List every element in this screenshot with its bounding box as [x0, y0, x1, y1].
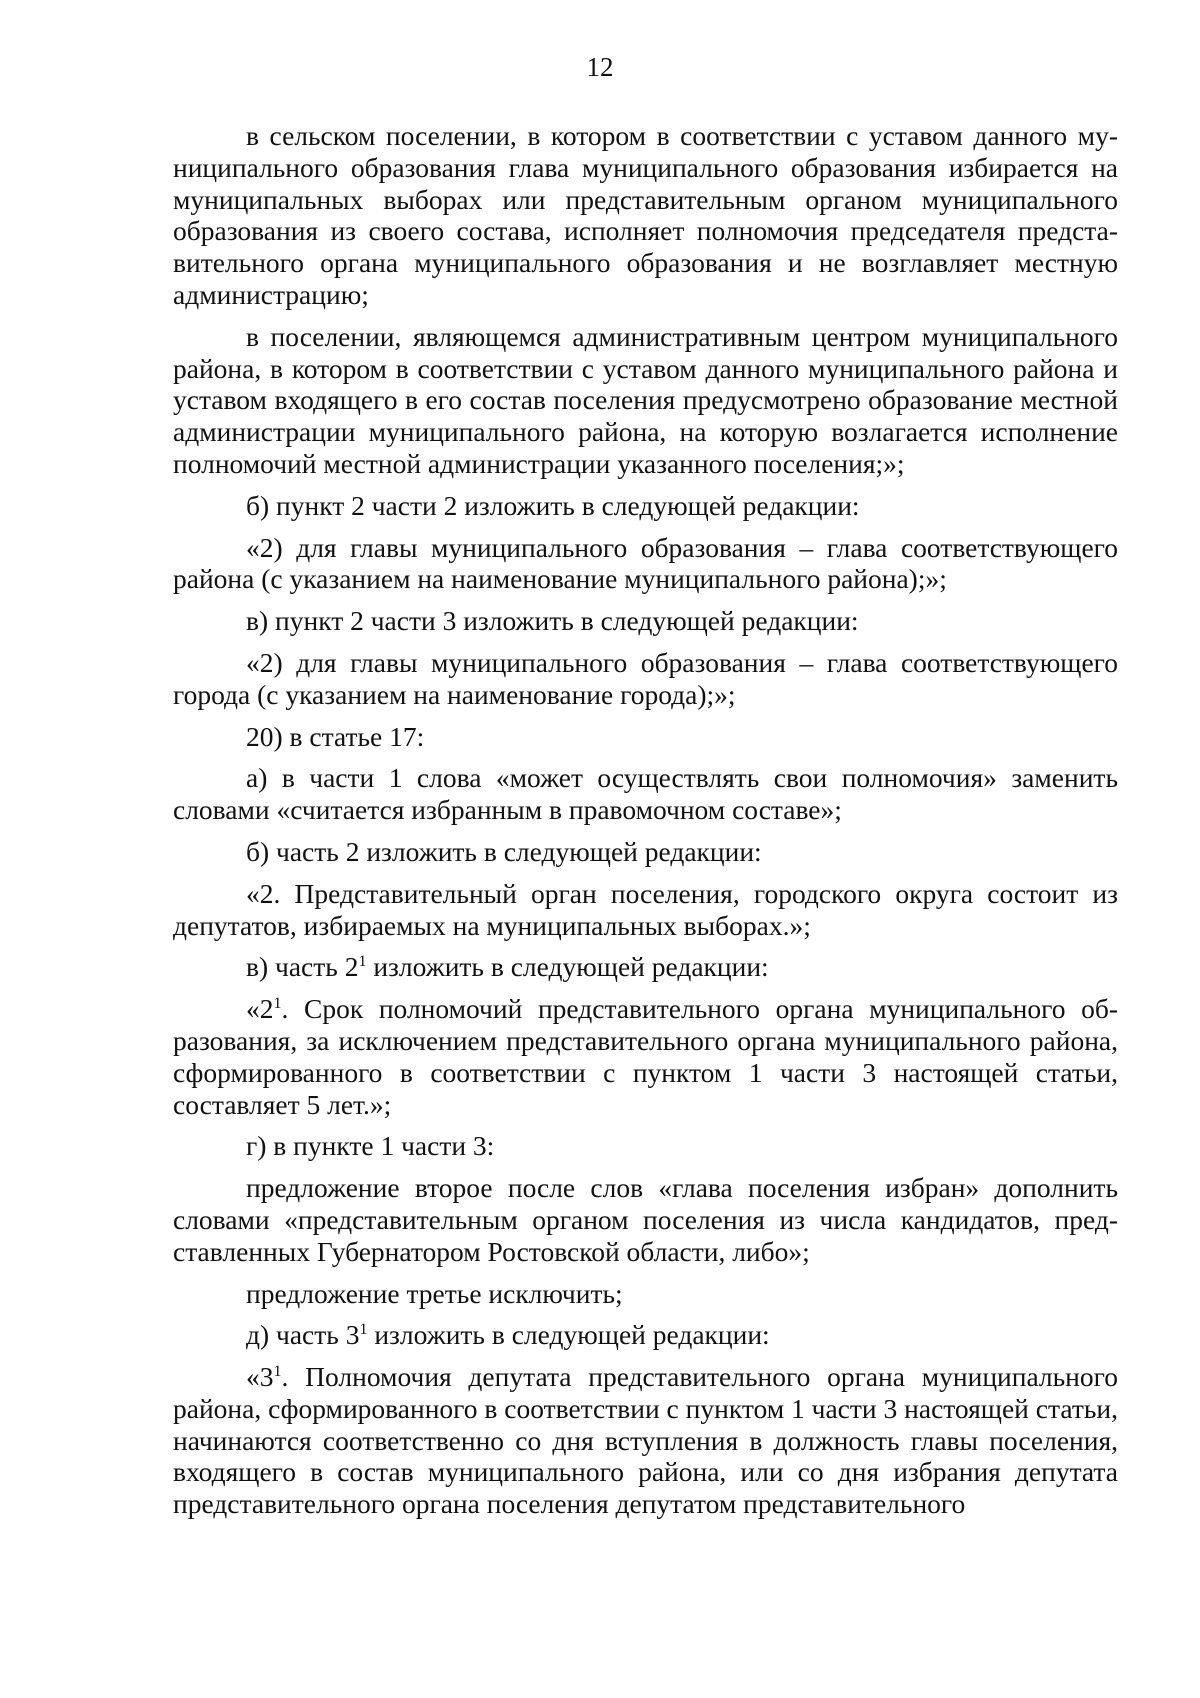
paragraph: предложение второе после слов «глава поселения избран» дополнить словами «представительным органом поселения из числа кандидатов, представленных Губернатором Ростовской области, либо»; [173, 1172, 1118, 1267]
paragraph [173, 951, 1118, 983]
superscript: 1 [273, 994, 282, 1012]
paragraph-text-before: «2 [246, 993, 274, 1025]
paragraph: в) пункт 2 части 3 изложить в следующей редакции: [246, 605, 859, 637]
paragraph [173, 1319, 1118, 1351]
paragraph: в сельском поселении, в котором в соответствии с уставом данного муниципального образования глава муниципального образования избирается на муниципальных выборах или представительным органом муниципального образования из своего состава, исполняет полномочия председателя представительного органа муниципального образования и не возглавляет местную администрацию; [173, 120, 1118, 310]
paragraph: б) часть 2 изложить в следующей редакции: [246, 835, 762, 867]
paragraph: 20) в статье 17: [246, 720, 425, 752]
paragraph: г) в пункте 1 части 3: [246, 1130, 495, 1162]
paragraph: а) в части 1 слова «может осуществлять свои полномочия» заменить словами «считается избранным в правомочном составе»; [173, 762, 1118, 826]
paragraph-text-after: . Срок полномочий представительного органа муниципального образования, за исключением представительного органа муниципального района, сформированного в соответствии с пунктом 1 части 3 настоящей статьи, составляет 5 лет.»; [173, 993, 1118, 1120]
paragraph: «2) для главы муниципального образования – глава соответствующего города (с указанием на наименование города);»; [173, 646, 1118, 710]
paragraph: б) пункт 2 части 2 изложить в следующей редакции: [246, 489, 860, 521]
paragraph: «2) для главы муниципального образования – глава соответствующего района (с указанием на наименование муниципального района);»; [173, 531, 1118, 595]
superscript: 1 [273, 1362, 282, 1380]
paragraph: в поселении, являющемся административным центром муниципального района, в котором в соответствии с уставом данного муниципального района и уставом входящего в его состав поселения предусмотрено образование местной администрации муниципального района, на которую возлагается исполнение полномочий местной администрации указанного поселения;»; [173, 320, 1118, 479]
paragraph [173, 1361, 1118, 1520]
paragraph-text-after: . Полномочия депутата представительного органа муниципального района, сформированного в соответствии с пунктом 1 части 3 настоящей статьи, начинаются соответственно со дня вступления в должность главы поселения, входящего в состав муниципального района, или со дня избрания депутата представительного органа поселения депутатом представительного [173, 1361, 1118, 1520]
paragraph-text-before: д) часть 3 [246, 1319, 360, 1351]
paragraph: предложение третье исключить; [246, 1277, 623, 1309]
document-body [173, 120, 1118, 1530]
page-number: 12 [586, 52, 614, 82]
paragraph-text-before: в) часть 2 [246, 951, 359, 983]
superscript: 1 [359, 1321, 368, 1339]
superscript: 1 [358, 953, 367, 971]
paragraph [173, 993, 1118, 1120]
paragraph: «2. Представительный орган поселения, городского округа состоит из депутатов, избираемых на муниципальных выборах.»; [173, 877, 1118, 941]
paragraph-text-after: изложить в следующей редакции: [367, 1319, 770, 1351]
paragraph-text-after: изложить в следующей редакции: [366, 951, 769, 983]
paragraph-text-before: «3 [246, 1361, 274, 1393]
